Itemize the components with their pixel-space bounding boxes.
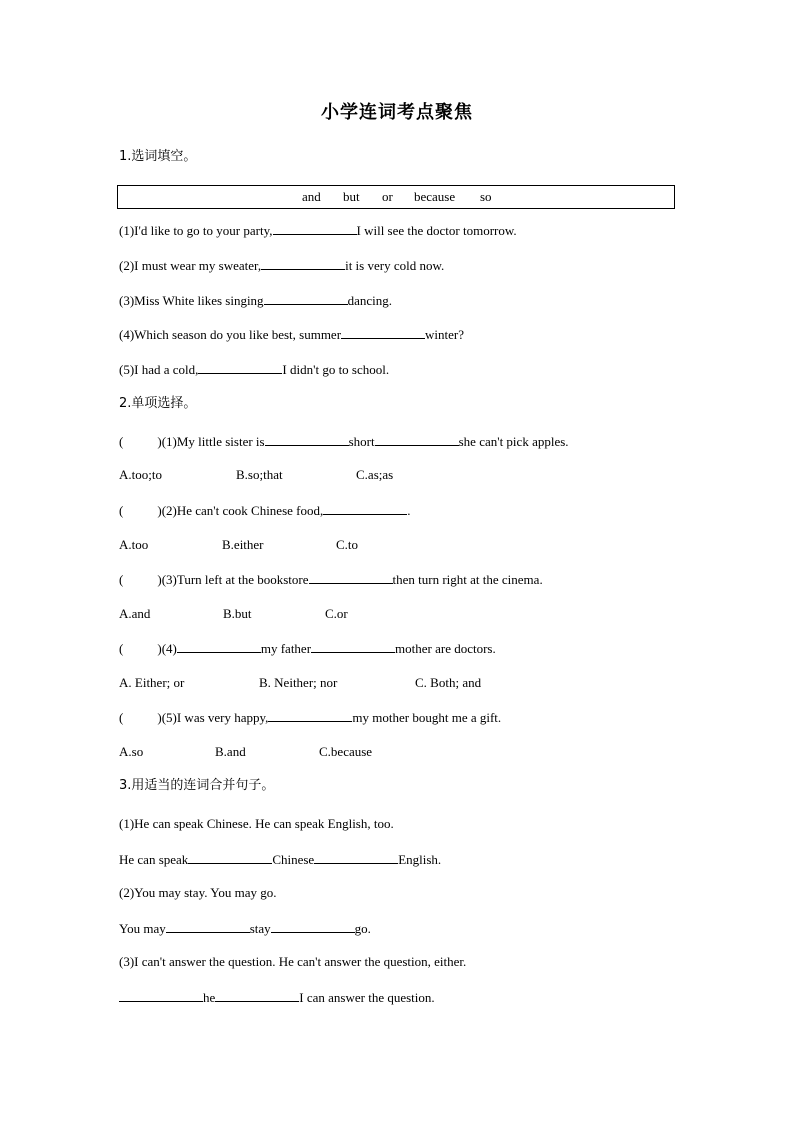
answer-blank[interactable] [215, 989, 299, 1002]
answer-blank[interactable] [268, 709, 352, 722]
item-text: (4)Which season do you like best, summer [119, 327, 342, 342]
answer-blank[interactable] [188, 851, 272, 864]
answer-paren-close: ) [157, 710, 162, 725]
s3-sentence-1: (1)He can speak Chinese. He can speak English, too. [119, 816, 394, 831]
answer-text: stay [249, 921, 271, 936]
question-text: my mother bought me a gift. [352, 710, 502, 725]
answer-blank[interactable] [198, 361, 282, 374]
answer-text: English. [398, 852, 442, 867]
answer-blank[interactable] [323, 502, 407, 515]
answer-paren-open: ( [119, 641, 124, 656]
answer-blank[interactable] [341, 326, 425, 339]
word-bank-word: or [382, 189, 393, 204]
answer-text: You may [119, 921, 166, 936]
s1-item-5 [119, 361, 389, 378]
answer-blank[interactable] [119, 989, 203, 1002]
answer-paren-open: ( [119, 572, 124, 587]
page-title: 小学连词考点聚焦 [321, 102, 473, 123]
answer-blank[interactable] [166, 920, 250, 933]
answer-text: go. [354, 921, 371, 936]
question-text: mother are doctors. [395, 641, 496, 656]
answer-blank[interactable] [309, 571, 393, 584]
option-c[interactable]: C.because [319, 744, 373, 759]
section3-heading: 3.用适当的连词合并句子。 [119, 778, 275, 793]
answer-paren-open: ( [119, 710, 124, 725]
word-bank-word: and [302, 189, 321, 204]
item-text: I will see the doctor tomorrow. [356, 223, 517, 238]
answer-blank[interactable] [177, 640, 261, 653]
question-text: (3)Turn left at the bookstore [161, 572, 309, 587]
option-c[interactable]: C.to [336, 537, 359, 552]
item-text: (2)I must wear my sweater, [119, 258, 262, 273]
answer-paren-close: ) [157, 572, 162, 587]
word-bank-word: because [414, 189, 456, 204]
s2-question-3 [119, 571, 543, 588]
item-text: (5)I had a cold, [119, 362, 199, 377]
option-a[interactable]: A.so [119, 744, 144, 759]
section1-heading: 1.选词填空。 [119, 149, 197, 164]
question-text: . [407, 503, 411, 518]
answer-text: I can answer the question. [299, 990, 435, 1005]
s2-question-2 [119, 502, 410, 519]
option-b[interactable]: B.and [215, 744, 246, 759]
answer-paren-close: ) [157, 641, 162, 656]
option-a[interactable]: A. Either; or [119, 675, 185, 690]
question-text: short [348, 434, 375, 449]
item-text: dancing. [347, 293, 392, 308]
option-a[interactable]: A.and [119, 606, 151, 621]
option-a[interactable]: A.too;to [119, 467, 162, 482]
s3-sentence-2: (2)You may stay. You may go. [119, 885, 277, 900]
question-text: (4) [161, 641, 177, 656]
answer-paren-close: ) [157, 503, 162, 518]
item-text: I didn't go to school. [282, 362, 390, 377]
question-text: she can't pick apples. [458, 434, 569, 449]
answer-blank[interactable] [264, 292, 348, 305]
s1-item-4 [119, 326, 464, 343]
word-bank-word: so [480, 189, 492, 204]
option-a[interactable]: A.too [119, 537, 149, 552]
option-b[interactable]: B.but [223, 606, 252, 621]
s1-item-2 [119, 257, 444, 274]
s1-item-3 [119, 292, 392, 309]
item-text: (1)I'd like to go to your party, [119, 223, 273, 238]
answer-blank[interactable] [314, 851, 398, 864]
question-text: (2)He can't cook Chinese food, [161, 503, 324, 518]
word-bank [117, 185, 675, 209]
item-text: it is very cold now. [345, 258, 445, 273]
answer-blank[interactable] [271, 920, 355, 933]
item-text: (3)Miss White likes singing [119, 293, 264, 308]
answer-blank[interactable] [261, 257, 345, 270]
answer-blank[interactable] [311, 640, 395, 653]
answer-paren-close: ) [157, 434, 162, 449]
section2-heading: 2.单项选择。 [119, 396, 197, 411]
s1-item-1 [119, 222, 517, 239]
s2-question-1 [119, 433, 569, 450]
answer-paren-open: ( [119, 503, 124, 518]
option-c[interactable]: C.as;as [356, 467, 394, 482]
s3-answer-2 [119, 920, 371, 937]
s3-answer-3 [119, 989, 435, 1006]
s3-answer-1 [119, 851, 441, 868]
question-text: (5)I was very happy, [161, 710, 269, 725]
answer-text: He can speak [119, 852, 189, 867]
question-text: (1)My little sister is [161, 434, 265, 449]
option-b[interactable]: B.so;that [236, 467, 283, 482]
word-bank-word: but [343, 189, 360, 204]
option-b[interactable]: B. Neither; nor [259, 675, 338, 690]
option-b[interactable]: B.either [222, 537, 264, 552]
item-text: winter? [425, 327, 465, 342]
answer-text: he [203, 990, 216, 1005]
answer-blank[interactable] [273, 222, 357, 235]
answer-blank[interactable] [375, 433, 459, 446]
answer-text: Chinese [272, 852, 315, 867]
s2-question-4 [119, 640, 496, 657]
option-c[interactable]: C.or [325, 606, 348, 621]
answer-blank[interactable] [265, 433, 349, 446]
answer-paren-open: ( [119, 434, 124, 449]
question-text: my father [260, 641, 312, 656]
option-c[interactable]: C. Both; and [415, 675, 482, 690]
question-text: then turn right at the cinema. [392, 572, 543, 587]
s2-question-5 [119, 709, 501, 726]
s3-sentence-3: (3)I can't answer the question. He can't answer the question, either. [119, 954, 467, 969]
